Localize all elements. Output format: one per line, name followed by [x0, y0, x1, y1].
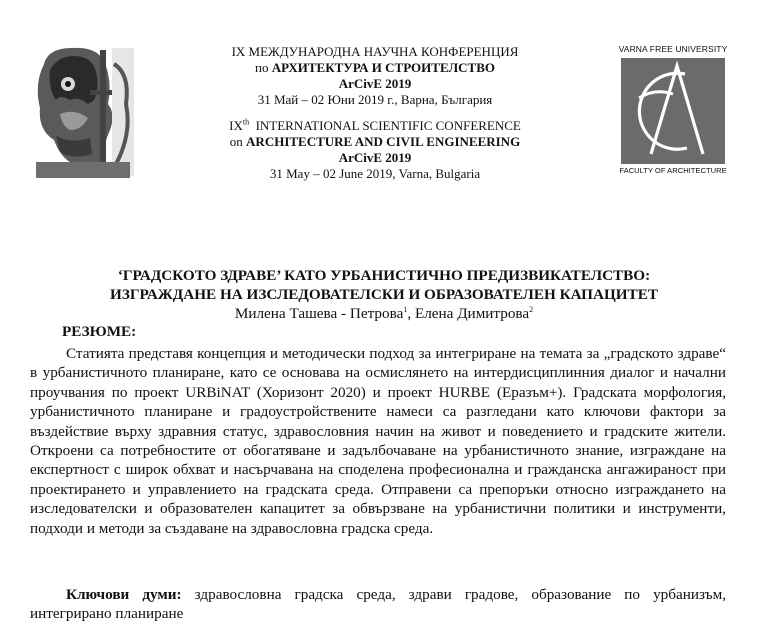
author-2: Елена Димитрова: [414, 305, 530, 322]
conference-acronym-bg: [180, 76, 570, 92]
university-logo: [618, 44, 728, 178]
author-1: Милена Ташева - Петрова: [234, 305, 404, 322]
conference-date-bg: 31 Май – 02 Юни 2019 г., Варна, България: [257, 92, 493, 107]
topic-bold-bg: АРХИТЕКТУРА И СТРОИТЕЛСТВО: [271, 60, 495, 75]
paper-title: [30, 266, 738, 304]
faculty-emblem: [621, 58, 725, 164]
keywords-label: Ключови думи:: [66, 586, 182, 603]
author-separator: ,: [407, 305, 415, 322]
conference-header-en: [180, 118, 570, 182]
acronym-bg: ArCivE 2019: [338, 76, 412, 91]
conference-topic-bg: [180, 60, 570, 76]
conference-header-bg: [180, 44, 570, 108]
conference-acronym-en: [180, 150, 570, 166]
keywords: [30, 585, 726, 624]
title-rest-en: INTERNATIONAL SCIENTIFIC CONFERENCE: [249, 118, 521, 133]
author-2-affiliation: 2: [529, 304, 534, 314]
acronym-en: ArCivE 2019: [338, 150, 412, 165]
conference-topic-en: [180, 134, 570, 150]
keywords-text: здравословна градска среда, здрави градове, образование по урбанизъм, интегрирано планиране: [30, 586, 726, 623]
abstract-heading: РЕЗЮМЕ:: [62, 323, 137, 340]
abstract-text: Статията представя концепция и методически подход за интегриране на темата за „градското здраве“ в урбанистичното планиране, като се основава на осмислянето на интердисциплинния диалог и начални проучвания по проект URBiNAT (Хоризонт 2020) и проект HURBE (Еразъм+). Градската морфология, урбанистичното планиране и градоустройствените намеси са разгледани като ключови фактори за въздействие върху здравния статус, здравословния начин на живот и поведението и градските жители. Откроени са потребностите от обогатяване и задълбочаване на урбанистичното знание, изграждане на експертност с широк обхват и насърчавана на споделена професионална и гражданска ангажираност при проектирането и управлението на градската среда. Отправени са препоръки относно изграждането на изследователски и образователен капацитет за обвързване на урбанистични политики и инструменти, подходи и методи за създаване на здравословна градска среда.: [30, 345, 726, 537]
conference-emblem: [30, 44, 140, 180]
faculty-name: FACULTY OF ARCHITECTURE: [619, 166, 727, 175]
ordinal-suffix: th: [242, 117, 250, 127]
topic-bold-en: ARCHITECTURE AND CIVIL ENGINEERING: [246, 134, 521, 149]
conference-title-bg: IX МЕЖДУНАРОДНА НАУЧНА КОНФЕРЕНЦИЯ: [231, 44, 519, 59]
paper-title-line1: ‘ГРАДСКОТО ЗДРАВЕ’ КАТО УРБАНИСТИЧНО ПРЕДИЗВИКАТЕЛСТВО:: [117, 267, 651, 284]
authors: [30, 304, 738, 323]
conference-date-en: 31 May – 02 June 2019, Varna, Bulgaria: [269, 166, 481, 181]
university-name: VARNA FREE UNIVERSITY: [618, 44, 728, 54]
paper-title-line2: ИЗГРАЖДАНЕ НА ИЗСЛЕДОВАТЕЛСКИ И ОБРАЗОВАТЕЛЕН КАПАЦИТЕТ: [110, 286, 658, 303]
topic-prefix-bg: по: [255, 60, 272, 75]
conference-title-en: [180, 118, 570, 134]
topic-prefix-en: on: [229, 134, 247, 149]
author-1-affiliation: 1: [403, 304, 408, 314]
roman-numeral: IX: [229, 118, 243, 133]
